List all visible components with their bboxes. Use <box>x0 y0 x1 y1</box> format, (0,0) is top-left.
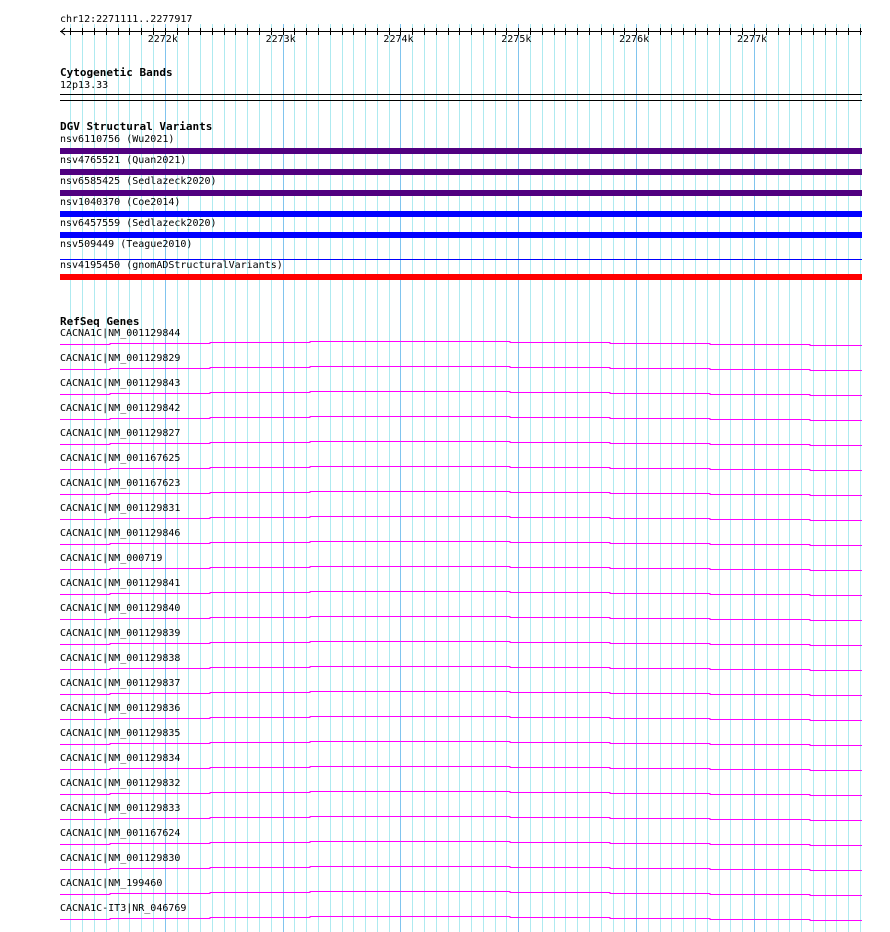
gene-label[interactable]: CACNA1C|NM_001129832 <box>60 778 181 789</box>
gene-feature-line[interactable] <box>60 842 862 846</box>
ruler-major-label: 2277k <box>736 34 768 45</box>
ruler-major-label: 2275k <box>501 34 532 45</box>
gene-feature-line[interactable] <box>60 392 862 396</box>
gene-label[interactable]: CACNA1C|NM_001129846 <box>60 528 181 539</box>
gene-feature-line[interactable] <box>60 617 862 621</box>
gene-feature-line[interactable] <box>60 767 862 771</box>
dgv-feature-bar[interactable] <box>60 232 862 238</box>
dgv-feature-label[interactable]: nsv6457559 (Sedlazeck2020) <box>60 218 217 229</box>
gene-label[interactable]: CACNA1C|NM_001129839 <box>60 628 181 639</box>
dgv-feature-bar[interactable] <box>60 211 862 217</box>
gene-feature-line[interactable] <box>60 917 862 921</box>
gene-feature-line[interactable] <box>60 642 862 646</box>
gene-feature-line[interactable] <box>60 367 862 371</box>
refseq-track-title: RefSeq Genes <box>60 315 140 328</box>
gene-label[interactable]: CACNA1C|NM_001129835 <box>60 728 181 739</box>
cytoband-label[interactable]: 12p13.33 <box>60 80 109 91</box>
dgv-feature-bar[interactable] <box>60 169 862 175</box>
gene-feature-line[interactable] <box>60 867 862 871</box>
gene-feature-line[interactable] <box>60 792 862 796</box>
gene-feature-line[interactable] <box>60 542 862 546</box>
dgv-feature-label[interactable]: nsv6110756 (Wu2021) <box>60 134 175 145</box>
cytoband-outline-top <box>60 94 862 95</box>
gene-feature-line[interactable] <box>60 342 862 346</box>
gene-feature-line[interactable] <box>60 892 862 896</box>
gene-feature-line[interactable] <box>60 817 862 821</box>
gene-label[interactable]: CACNA1C|NM_001167625 <box>60 453 181 464</box>
gene-feature-line[interactable] <box>60 567 862 571</box>
gene-label[interactable]: CACNA1C|NM_001129836 <box>60 703 181 714</box>
gene-feature-line[interactable] <box>60 417 862 421</box>
gene-feature-line[interactable] <box>60 692 862 696</box>
gene-label[interactable]: CACNA1C|NM_001129838 <box>60 653 181 664</box>
ruler-major-label: 2276k <box>619 34 650 45</box>
dgv-feature-label[interactable]: nsv1040370 (Coe2014) <box>60 197 181 208</box>
gene-label[interactable]: CACNA1C|NM_001129842 <box>60 403 181 414</box>
gene-feature-line[interactable] <box>60 492 862 496</box>
dgv-feature-bar[interactable] <box>60 274 862 280</box>
gene-feature-line[interactable] <box>60 592 862 596</box>
gene-label[interactable]: CACNA1C|NM_001129827 <box>60 428 181 439</box>
ruler-major-label: 2272k <box>147 34 178 45</box>
gene-label[interactable]: CACNA1C|NM_000719 <box>60 553 163 564</box>
cytoband-track-title: Cytogenetic Bands <box>60 66 173 79</box>
dgv-feature-bar[interactable] <box>60 148 862 154</box>
ruler-major-label: 2273k <box>265 34 296 45</box>
gene-label[interactable]: CACNA1C|NM_001129843 <box>60 378 181 389</box>
gene-label[interactable]: CACNA1C|NM_001129837 <box>60 678 181 689</box>
gene-label[interactable]: CACNA1C-IT3|NR_046769 <box>60 903 187 914</box>
gene-feature-line[interactable] <box>60 717 862 721</box>
dgv-feature-label[interactable]: nsv6585425 (Sedlazeck2020) <box>60 176 217 187</box>
gene-label[interactable]: CACNA1C|NM_001129840 <box>60 603 181 614</box>
ruler-major-label: 2274k <box>383 34 414 45</box>
gene-label[interactable]: CACNA1C|NM_001129829 <box>60 353 181 364</box>
gene-feature-line[interactable] <box>60 667 862 671</box>
dgv-feature-label[interactable]: nsv4195450 (gnomADStructuralVariants) <box>60 260 283 271</box>
dgv-feature-bar[interactable] <box>60 190 862 196</box>
dgv-feature-label[interactable]: nsv4765521 (Quan2021) <box>60 155 187 166</box>
gene-label[interactable]: CACNA1C|NM_001129831 <box>60 503 181 514</box>
gene-feature-line[interactable] <box>60 467 862 471</box>
dgv-feature-label[interactable]: nsv509449 (Teague2010) <box>60 239 193 250</box>
cytoband-outline-bottom <box>60 100 862 101</box>
gene-label[interactable]: CACNA1C|NM_001129844 <box>60 328 181 339</box>
dgv-track-title: DGV Structural Variants <box>60 120 213 133</box>
gene-feature-line[interactable] <box>60 442 862 446</box>
gene-label[interactable]: CACNA1C|NM_001129833 <box>60 803 181 814</box>
gene-label[interactable]: CACNA1C|NM_001129841 <box>60 578 181 589</box>
gene-feature-line[interactable] <box>60 742 862 746</box>
gene-label[interactable]: CACNA1C|NM_001167624 <box>60 828 181 839</box>
gene-label[interactable]: CACNA1C|NM_001129830 <box>60 853 181 864</box>
gene-feature-line[interactable] <box>60 517 862 521</box>
gene-label[interactable]: CACNA1C|NM_001129834 <box>60 753 181 764</box>
gene-label[interactable]: CACNA1C|NM_199460 <box>60 878 163 889</box>
gene-label[interactable]: CACNA1C|NM_001167623 <box>60 478 181 489</box>
location-label: chr12:2271111..2277917 <box>60 14 193 25</box>
